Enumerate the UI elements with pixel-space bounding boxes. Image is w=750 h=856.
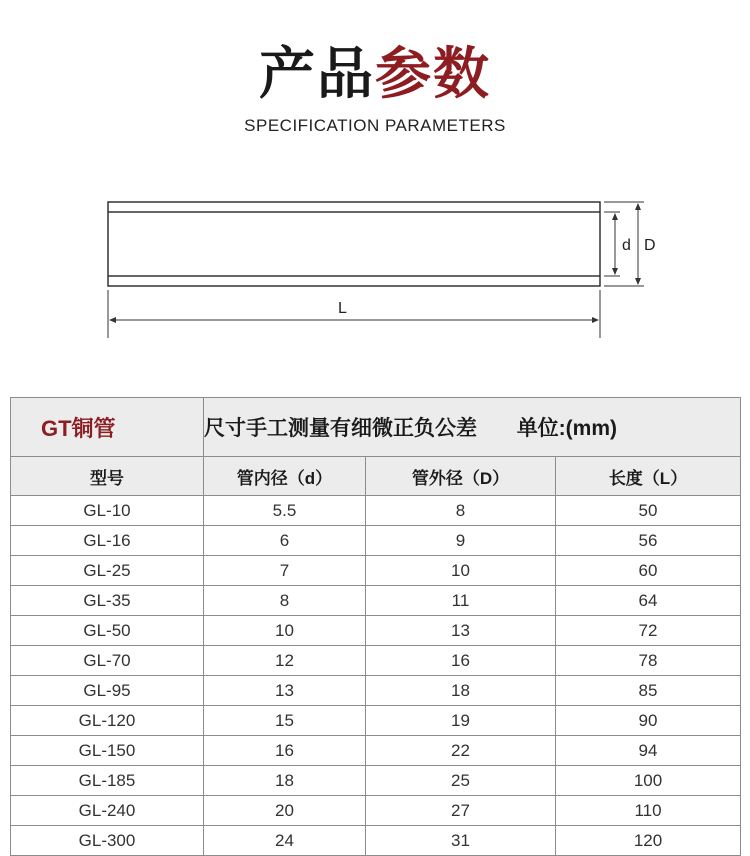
cell-length: 78 (556, 646, 741, 676)
cell-length: 120 (556, 826, 741, 856)
cell-inner: 8 (204, 586, 366, 616)
cell-outer: 10 (366, 556, 556, 586)
cell-model: GL-70 (11, 646, 204, 676)
cell-outer: 8 (366, 496, 556, 526)
cell-outer: 9 (366, 526, 556, 556)
col-outer-diameter: 管外径（D） (366, 457, 556, 496)
cell-model: GL-95 (11, 676, 204, 706)
cell-inner: 7 (204, 556, 366, 586)
tolerance-note (204, 398, 741, 457)
cell-model: GL-35 (11, 586, 204, 616)
cell-length: 94 (556, 736, 741, 766)
cell-outer: 22 (366, 736, 556, 766)
cell-inner: 24 (204, 826, 366, 856)
page-title (0, 40, 750, 110)
inner-diameter-label: d (622, 237, 631, 254)
spec-table (10, 397, 741, 856)
cell-outer: 18 (366, 676, 556, 706)
cell-inner: 18 (204, 766, 366, 796)
cell-inner: 10 (204, 616, 366, 646)
cell-outer: 11 (366, 586, 556, 616)
title-black-part: 产品 (259, 42, 375, 107)
cell-outer: 19 (366, 706, 556, 736)
tube-outline (108, 202, 600, 286)
cell-outer: 31 (366, 826, 556, 856)
tolerance-text: 尺寸手工测量有细微正负公差 (204, 417, 477, 440)
cell-model: GL-300 (11, 826, 204, 856)
cell-length: 100 (556, 766, 741, 796)
table-row (11, 706, 741, 736)
cell-inner: 20 (204, 796, 366, 826)
cell-length: 60 (556, 556, 741, 586)
cell-model: GL-240 (11, 796, 204, 826)
cell-outer: 16 (366, 646, 556, 676)
outer-diameter-label: D (644, 237, 656, 254)
cell-model: GL-150 (11, 736, 204, 766)
cell-inner: 13 (204, 676, 366, 706)
col-length: 长度（L） (556, 457, 741, 496)
table-header-banner (11, 398, 741, 457)
table-row (11, 646, 741, 676)
table-row (11, 616, 741, 646)
brand-label: GT铜管 (11, 398, 204, 457)
cell-outer: 13 (366, 616, 556, 646)
table-row (11, 736, 741, 766)
cell-outer: 27 (366, 796, 556, 826)
table-row (11, 676, 741, 706)
page-subtitle: SPECIFICATION PARAMETERS (244, 116, 506, 135)
cell-inner: 6 (204, 526, 366, 556)
cell-inner: 12 (204, 646, 366, 676)
col-inner-diameter: 管内径（d） (204, 457, 366, 496)
unit-label: 单位:(mm) (516, 417, 618, 440)
cell-length: 85 (556, 676, 741, 706)
cell-length: 50 (556, 496, 741, 526)
table-row (11, 766, 741, 796)
tube-dimension-diagram (0, 190, 750, 350)
cell-length: 56 (556, 526, 741, 556)
cell-model: GL-50 (11, 616, 204, 646)
table-row (11, 796, 741, 826)
cell-inner: 16 (204, 736, 366, 766)
cell-length: 72 (556, 616, 741, 646)
title-red-part: 参数 (375, 42, 491, 107)
cell-length: 110 (556, 796, 741, 826)
column-header-row (11, 457, 741, 496)
cell-model: GL-10 (11, 496, 204, 526)
cell-length: 90 (556, 706, 741, 736)
table-row (11, 556, 741, 586)
cell-model: GL-120 (11, 706, 204, 736)
cell-length: 64 (556, 586, 741, 616)
length-label: L (338, 300, 347, 317)
cell-inner: 5.5 (204, 496, 366, 526)
table-row (11, 496, 741, 526)
cell-model: GL-25 (11, 556, 204, 586)
table-row (11, 826, 741, 856)
table-row (11, 586, 741, 616)
cell-model: GL-185 (11, 766, 204, 796)
table-row (11, 526, 741, 556)
cell-outer: 25 (366, 766, 556, 796)
cell-inner: 15 (204, 706, 366, 736)
col-model: 型号 (11, 457, 204, 496)
cell-model: GL-16 (11, 526, 204, 556)
